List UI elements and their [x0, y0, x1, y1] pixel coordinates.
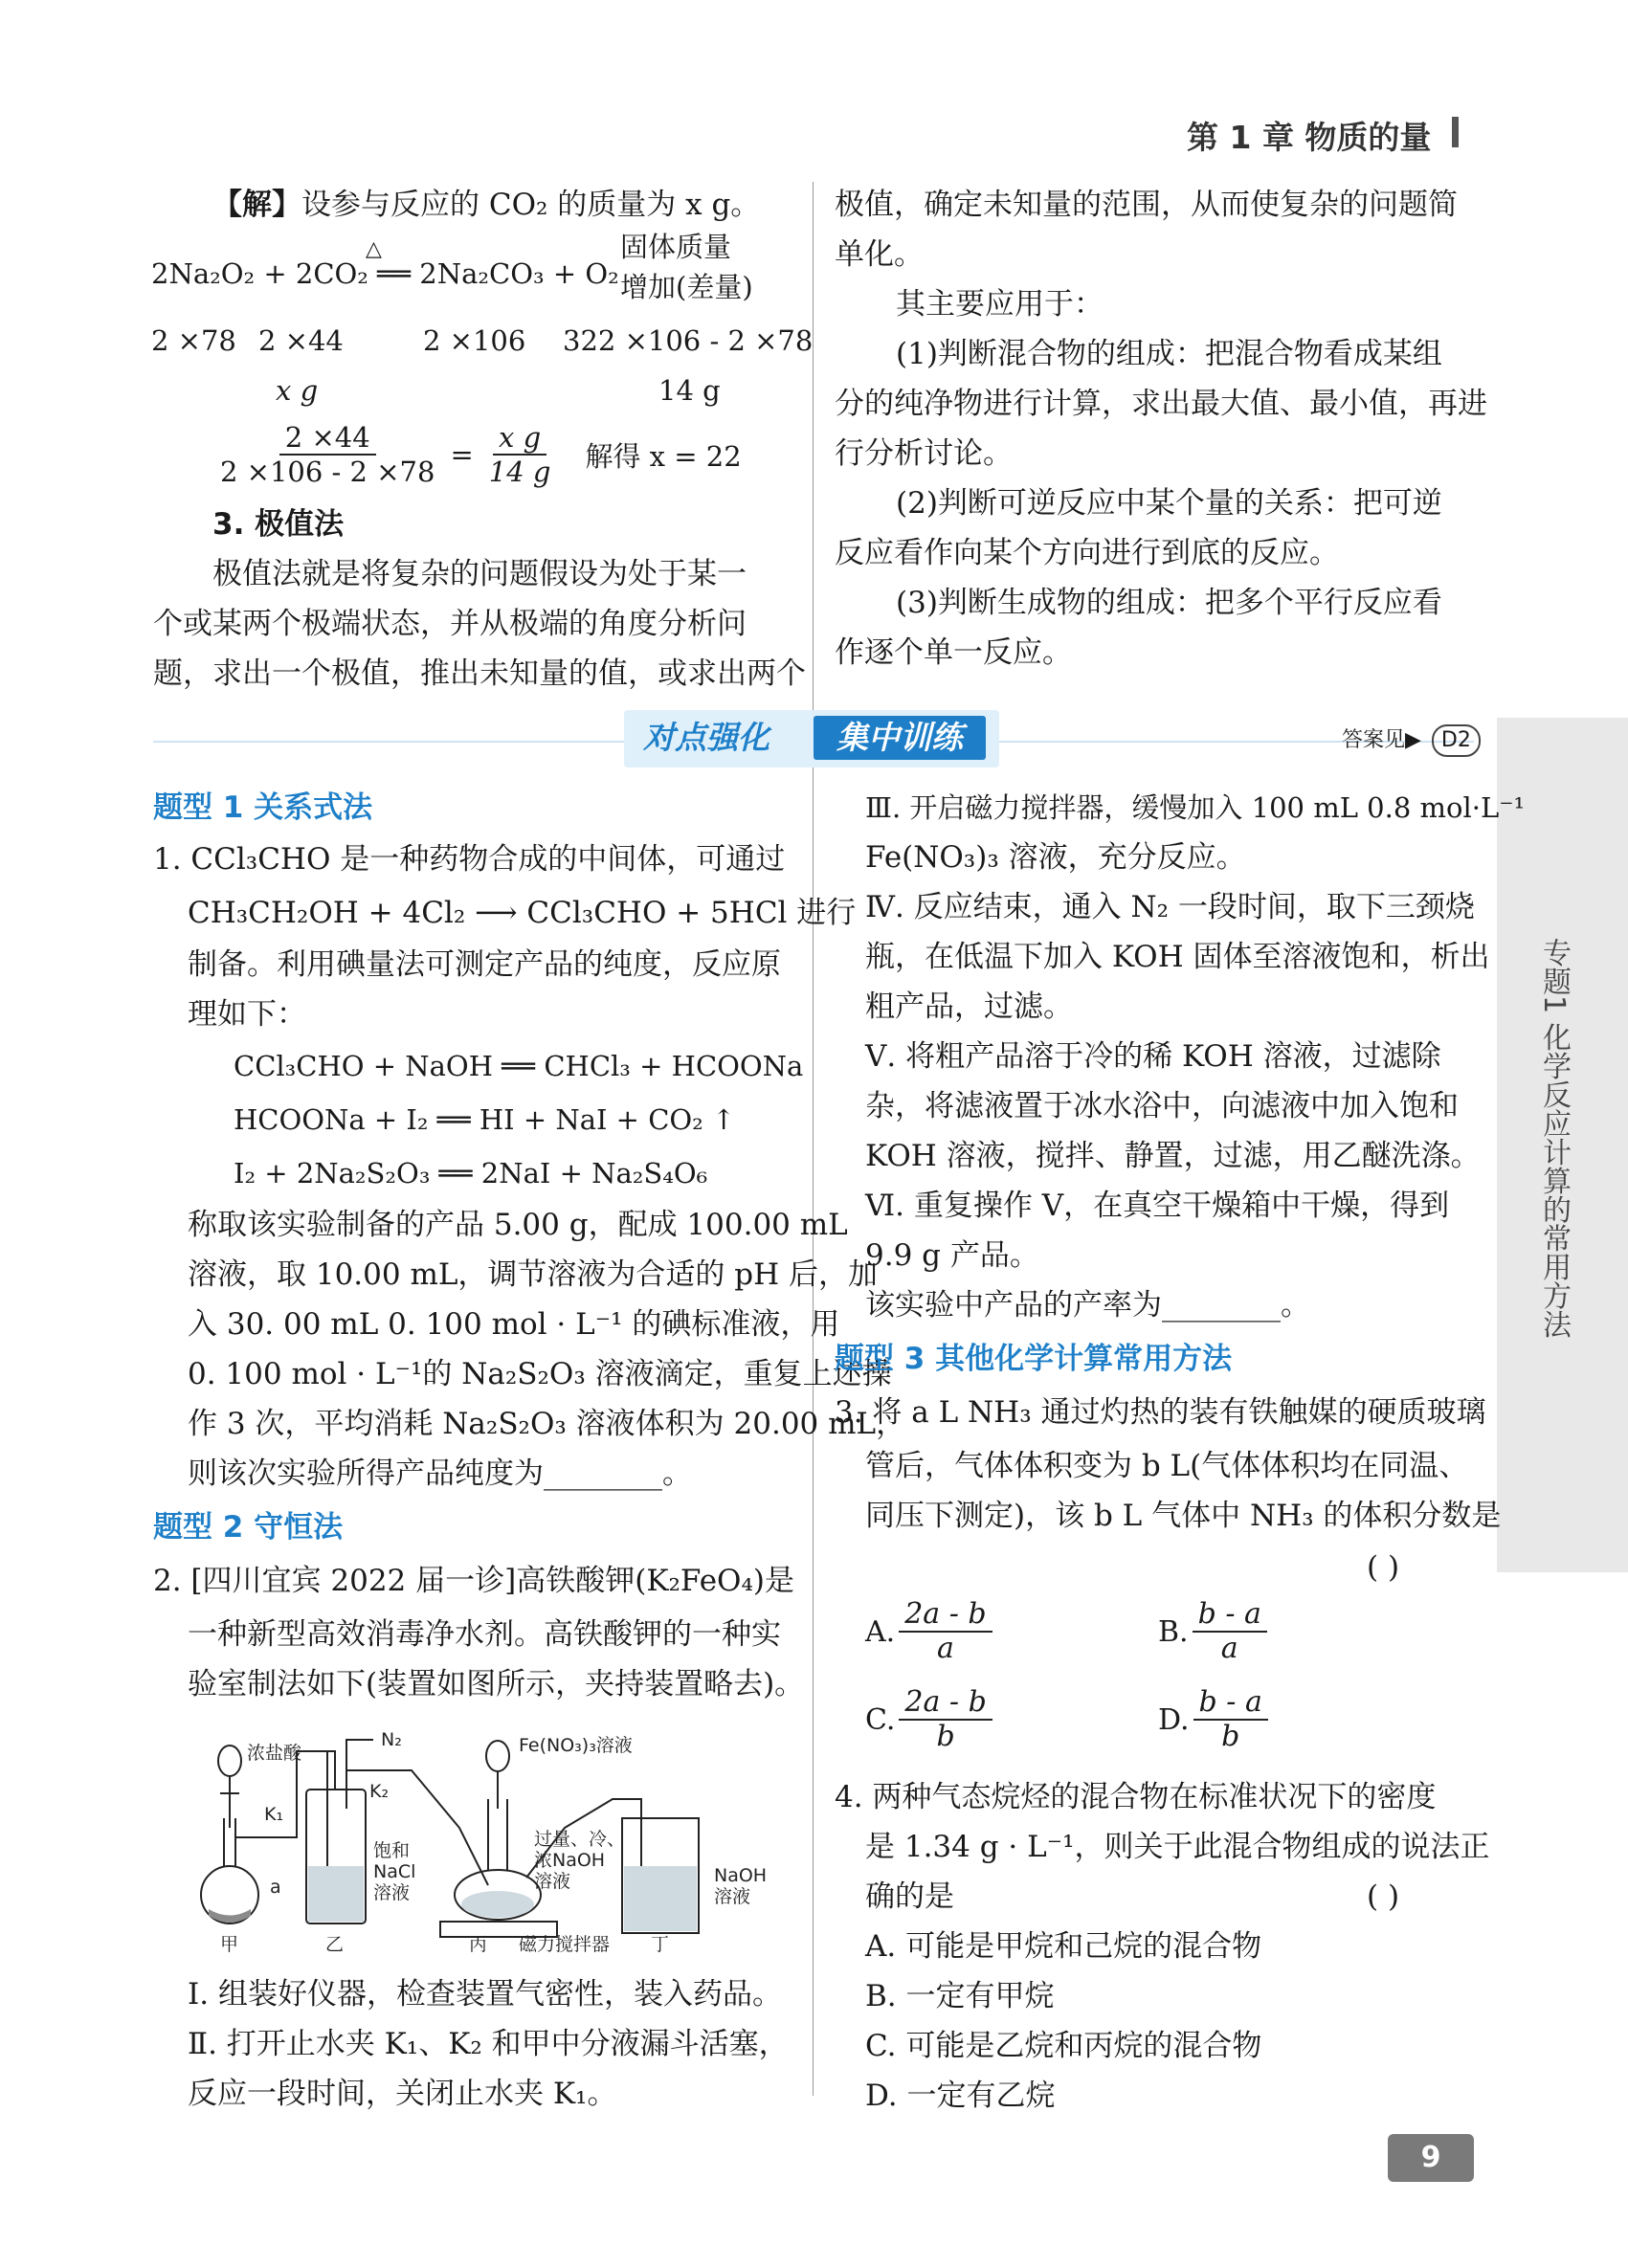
mass-row-2a: x g [276, 374, 319, 407]
lbl-naoh-1: NaOH [714, 1865, 768, 1886]
q2-step-4c: 粗产品，过滤。 [865, 989, 1073, 1024]
q2-step-6: Ⅵ. 重复操作 Ⅴ，在真空干燥箱中干燥，得到 [865, 1189, 1450, 1223]
lbl-stir: 磁力搅拌器 [519, 1934, 611, 1952]
right-top-line-1: 极值，确定未知量的范围，从而使复杂的问题简 [835, 188, 1458, 222]
answer-code: D2 [1432, 724, 1481, 757]
q2-step-4: Ⅳ. 反应结束，通入 N₂ 一段时间，取下三颈烧 [865, 890, 1475, 924]
q4-answer-paren[interactable]: ( ) [1367, 1879, 1400, 1914]
lbl-hcl: 浓盐酸 [247, 1743, 302, 1764]
apparatus-diagram [182, 1713, 794, 1952]
lbl-k2: K₂ [369, 1781, 390, 1802]
column-divider [813, 182, 814, 2096]
type2-title: 题型 2 守恒法 [153, 1510, 344, 1545]
equation-note-2: 增加(差量) [620, 271, 753, 303]
q2-step-2-line-2: 反应一段时间，关闭止水夹 K₁。 [188, 2077, 617, 2111]
solution-text: 设参与反应的 CO₂ 的质量为 x g。 [301, 188, 761, 222]
lbl-nacl-2: NaCl [373, 1861, 416, 1882]
q1-line-9: 作 3 次，平均消耗 Na₂S₂O₃ 溶液体积为 20.00 mL， [188, 1407, 906, 1441]
type1-title: 题型 1 关系式法 [153, 790, 373, 825]
lbl-koh-2: 浓NaOH [534, 1850, 606, 1871]
banner-left: 对点强化 [643, 719, 769, 756]
fraction-left: $\frac{2 \times 44}{2 \times 106 - 2 \times 78}$ [220, 421, 435, 488]
q1-line-8: 0. 100 mol · L⁻¹的 Na₂S₂O₃ 溶液滴定，重复上述操 [188, 1357, 892, 1391]
lbl-a: a [270, 1877, 281, 1898]
q2-step-1: Ⅰ. 组装好仪器，检查装置气密性，装入药品。 [188, 1977, 782, 2012]
banner-right: 集中训练 [814, 716, 986, 760]
right-top-line-3: 其主要应用于： [896, 287, 1104, 322]
lbl-yi: 乙 [325, 1934, 345, 1952]
right-top-line-5: 分的纯净物进行计算，求出最大值、最小值，再进 [835, 387, 1487, 421]
q2-step-5c: KOH 溶液，搅拌、静置，过滤，用乙醚洗涤。 [865, 1139, 1481, 1173]
solution-tag: 【解】 [212, 188, 301, 222]
q1-line-3: 制备。利用碘量法可测定产品的纯度，反应原 [188, 947, 781, 982]
right-top-line-10: 作逐个单一反应。 [835, 635, 1072, 670]
right-top-line-4: (1)判断混合物的组成：把混合物看成某组 [896, 337, 1442, 371]
lbl-k1: K₁ [264, 1804, 284, 1825]
q1-line-5: 称取该实验制备的产品 5.00 g，配成 100.00 mL [188, 1208, 848, 1242]
right-top-line-8: 反应看作向某个方向进行到底的反应。 [835, 536, 1339, 570]
q4-line-3: 确的是 [865, 1879, 954, 1914]
lbl-koh-1: 过量、冷、 [534, 1829, 626, 1850]
q2-step-7: 该实验中产品的产率为________。 [865, 1288, 1310, 1323]
header-bar-mark [1452, 117, 1459, 147]
q3-answer-paren[interactable]: ( ) [1367, 1550, 1400, 1585]
q3-option-a[interactable]: A. $\frac{2a - b}{a}$ [865, 1598, 996, 1665]
q4-option-c[interactable]: C. 可能是乙烷和丙烷的混合物 [865, 2029, 1262, 2063]
answer-label: 答案见▶ [1342, 728, 1421, 752]
q2-line-3: 验室制法如下(装置如图所示，夹持装置略去)。 [188, 1667, 805, 1701]
solution-line [212, 180, 760, 230]
q2-step-3b: Fe(NO₃)₃ 溶液，充分反应。 [865, 840, 1246, 875]
q4-line-1: 4. 两种气态烷烃的混合物在标准状况下的密度 [835, 1780, 1437, 1814]
equation-note-1: 固体质量 [620, 231, 732, 263]
q4-option-d[interactable]: D. 一定有乙烷 [865, 2079, 1056, 2113]
solve-result: 解得 x = 22 [585, 439, 742, 473]
q2-line-1: 2. [四川宜宾 2022 届一诊]高铁酸钾(K₂FeO₄)是 [153, 1564, 794, 1598]
lbl-bing: 丙 [469, 1934, 488, 1952]
q4-option-a[interactable]: A. 可能是甲烷和己烷的混合物 [865, 1929, 1262, 1964]
q1-line-2: CH₃CH₂OH + 4Cl₂ ⟶ CCl₃CHO + 5HCl 进行 [188, 896, 857, 930]
section3-line-2: 个或某两个极端状态，并从极端的角度分析问 [153, 607, 747, 641]
q2-step-2-line-1: Ⅱ. 打开止水夹 K₁、K₂ 和甲中分液漏斗活塞， [188, 2027, 789, 2061]
q1-line-7: 入 30. 00 mL 0. 100 mol · L⁻¹ 的碘标准液，用 [188, 1307, 840, 1342]
chapter-header: 第 1 章 物质的量 [1187, 119, 1432, 156]
lbl-nacl-1: 饱和 [373, 1840, 411, 1861]
q1-eq-3: I₂ + 2Na₂S₂O₃ ══ 2NaI + Na₂S₄O₆ [234, 1157, 708, 1190]
q3-line-3: 同压下测定)，该 b L 气体中 NH₃ 的体积分数是 [865, 1499, 1502, 1533]
q2-step-4b: 瓶，在低温下加入 KOH 固体至溶液饱和，析出 [865, 940, 1490, 974]
q1-eq-1: CCl₃CHO + NaOH ══ CHCl₃ + HCOONa [234, 1050, 804, 1082]
q1-line-4: 理如下： [188, 997, 306, 1032]
mass-row-1a: 2 ×78 [151, 324, 236, 357]
page-number: 9 [1388, 2134, 1474, 2182]
q4-option-b[interactable]: B. 一定有甲烷 [865, 1979, 1055, 2013]
right-top-line-6: 行分析讨论。 [835, 436, 1013, 471]
right-top-line-9: (3)判断生成物的组成：把多个平行反应看 [896, 586, 1442, 620]
lbl-koh-3: 溶液 [534, 1871, 571, 1892]
answer-ref[interactable] [1342, 722, 1481, 760]
q1-line-10: 则该次实验所得产品纯度为________。 [188, 1456, 692, 1491]
lbl-jia: 甲 [220, 1934, 239, 1952]
lbl-nacl-3: 溶液 [373, 1882, 411, 1903]
equation-main: 2Na₂O₂ + 2CO₂ ══ 2Na₂CO₃ + O₂ [151, 257, 619, 290]
q2-step-5b: 杂，将滤液置于冰水浴中，向滤液中加入饱和 [865, 1089, 1459, 1123]
q4-line-2: 是 1.34 g · L⁻¹，则关于此混合物组成的说法正 [865, 1830, 1490, 1864]
lbl-naoh-2: 溶液 [714, 1886, 751, 1907]
section3-line-1: 极值法就是将复杂的问题假设为处于某一 [212, 557, 747, 591]
section3-title: 3. 极值法 [212, 507, 345, 542]
q1-line-6: 溶液，取 10.00 mL，调节溶液为合适的 pH 后，加 [188, 1257, 879, 1292]
q2-step-5: Ⅴ. 将粗产品溶于冷的稀 KOH 溶液，过滤除 [865, 1039, 1441, 1074]
fraction-right: $\frac{\text{x g}}{14 g}$ [488, 421, 551, 488]
mass-row-1c: 2 ×106 [423, 324, 526, 357]
proportion-equation: $\frac{2 \times 44}{2 \times 106 - 2 \times 78}$ = $\frac{\text{x g}}{14 g}$ 解得 x = 22 [211, 421, 742, 488]
q2-line-2: 一种新型高效消毒净水剂。高铁酸钾的一种实 [188, 1617, 781, 1652]
lbl-ding: 丁 [651, 1934, 670, 1952]
q1-line-1: 1. CCl₃CHO 是一种药物合成的中间体，可通过 [153, 842, 786, 877]
mass-row-1d: 322 ×106 - 2 ×78 [563, 324, 814, 357]
q2-step-6b: 9.9 g 产品。 [865, 1238, 1039, 1273]
mass-row-1b: 2 ×44 [258, 324, 344, 357]
right-top-line-7: (2)判断可逆反应中某个量的关系：把可逆 [896, 486, 1442, 521]
type3-title: 题型 3 其他化学计算常用方法 [835, 1342, 1233, 1376]
lbl-n2: N₂ [381, 1729, 402, 1750]
q1-eq-2: HCOONa + I₂ ══ HI + NaI + CO₂ ↑ [234, 1103, 736, 1136]
eq-delta: △ [366, 237, 382, 261]
q3-option-d[interactable]: D. $\frac{b - a}{b}$ [1158, 1686, 1272, 1753]
q3-option-c[interactable]: C. $\frac{2a - b}{b}$ [865, 1686, 996, 1753]
side-tab-label: 专题1 化学反应计算的常用方法 [1537, 938, 1571, 1339]
section3-line-3: 题，求出一个极值，推出未知量的值，或求出两个 [153, 656, 806, 691]
q3-option-b[interactable]: B. $\frac{b - a}{a}$ [1158, 1598, 1271, 1665]
mass-row-2b: 14 g [658, 374, 721, 407]
q2-step-3: Ⅲ. 开启磁力搅拌器，缓慢加入 100 mL 0.8 mol·L⁻¹ [865, 791, 1526, 824]
right-top-line-2: 单化。 [835, 237, 924, 272]
q3-line-2: 管后，气体体积变为 b L(气体体积均在同温、 [865, 1449, 1469, 1483]
lbl-fe: Fe(NO₃)₃溶液 [519, 1735, 633, 1756]
q3-line-1: 3. 将 a L NH₃ 通过灼热的装有铁触媒的硬质玻璃 [835, 1395, 1486, 1430]
